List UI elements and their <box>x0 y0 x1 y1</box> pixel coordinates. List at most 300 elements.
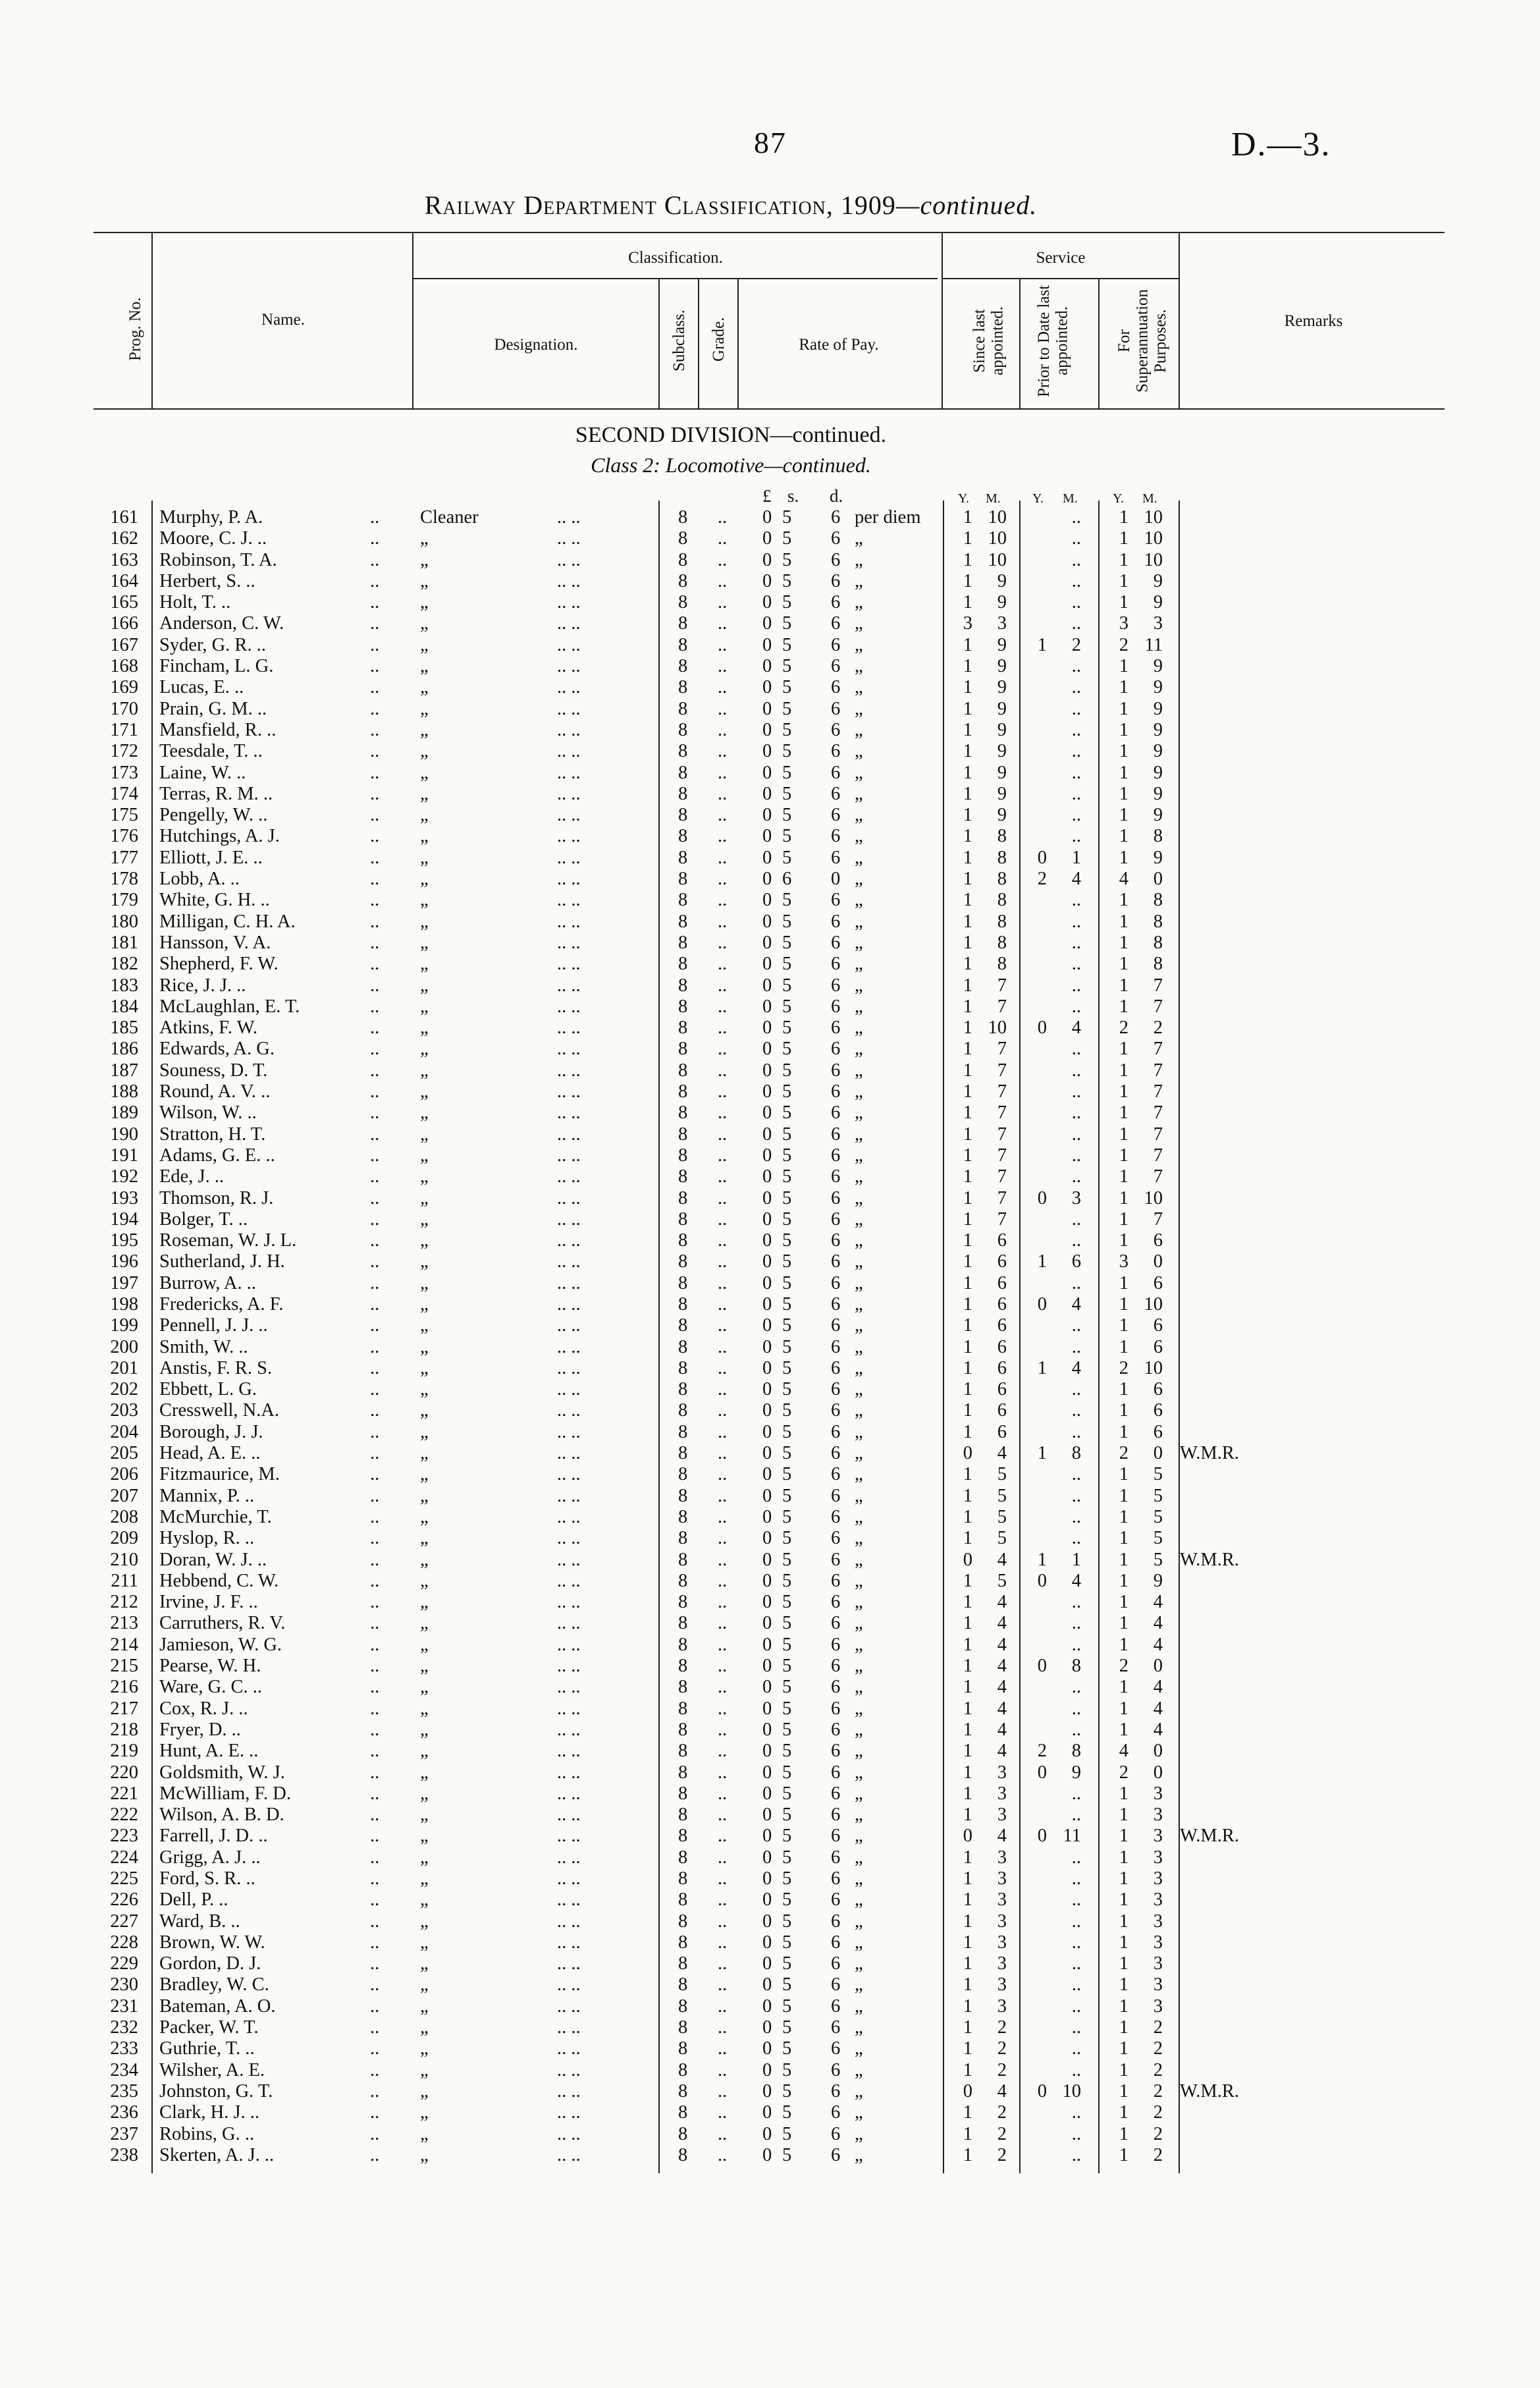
super-months-cell: 7 <box>1153 1039 1163 1060</box>
since-years-cell: 1 <box>963 2059 972 2080</box>
since-years-cell: 1 <box>963 2038 972 2059</box>
prog-no-cell: 228 <box>110 1932 138 1953</box>
pay-pounds-cell: 0 <box>762 1060 772 1081</box>
name-cell: Milligan, C. H. A. <box>159 911 296 932</box>
pay-pence-cell: 6 <box>831 954 841 975</box>
pay-shillings-cell: 5 <box>782 996 792 1017</box>
super-years-cell: 1 <box>1119 1549 1128 1570</box>
subclass-cell: 8 <box>678 507 688 528</box>
pay-pounds-cell: 0 <box>762 1995 772 2017</box>
prog-no-cell: 164 <box>110 570 138 591</box>
pay-pounds-cell: 0 <box>762 1592 772 1613</box>
super-years-cell: 1 <box>1119 1272 1128 1293</box>
pay-pence-cell: 6 <box>831 805 841 826</box>
pay-pence-cell: 6 <box>831 2123 841 2144</box>
since-years-cell: 1 <box>963 570 972 591</box>
service-underline <box>943 278 1179 279</box>
pay-pounds-cell: 0 <box>762 2080 772 2102</box>
subclass-cell: 8 <box>678 1443 688 1464</box>
name-cell: Goldsmith, W. J. <box>159 1762 285 1783</box>
prog-no-cell: 194 <box>110 1208 138 1230</box>
leader-dots: .. .. <box>557 592 581 613</box>
since-months-cell: 6 <box>997 1315 1007 1336</box>
since-months-cell: 7 <box>997 1166 1007 1187</box>
pay-period-cell: „ <box>855 698 863 719</box>
super-years-cell: 1 <box>1119 1187 1128 1208</box>
since-months-cell: 9 <box>997 592 1007 613</box>
pay-pounds-cell: 0 <box>762 932 772 953</box>
table-row <box>0 1911 1540 1932</box>
pay-pence-cell: 6 <box>831 1953 841 1974</box>
unit-shillings: s. <box>787 486 799 506</box>
pay-period-cell: „ <box>855 528 863 549</box>
prior-years-cell: 1 <box>1037 634 1047 655</box>
pay-shillings-cell: 5 <box>782 1911 792 1932</box>
designation-cell: „ <box>420 1570 429 1591</box>
pay-pence-cell: 6 <box>831 1506 841 1527</box>
subclass-cell: 8 <box>678 1613 688 1634</box>
since-months-cell: 4 <box>997 1741 1007 1762</box>
since-years-cell: 1 <box>963 634 972 655</box>
subclass-cell: 8 <box>678 1634 688 1655</box>
pay-shillings-cell: 5 <box>782 1060 792 1081</box>
prior-months-cell: .. <box>1071 1102 1081 1124</box>
pay-pounds-cell: 0 <box>762 1018 772 1039</box>
subclass-cell: 8 <box>678 1124 688 1145</box>
leader-dots: .. .. <box>557 911 581 932</box>
pay-pence-cell: 6 <box>831 1336 841 1357</box>
leader-dots: .. .. <box>557 2102 581 2123</box>
table-row <box>0 1422 1540 1443</box>
designation-cell: „ <box>420 1060 429 1081</box>
subclass-cell: 8 <box>678 890 688 911</box>
pay-pounds-cell: 0 <box>762 2038 772 2059</box>
since-years-cell: 1 <box>963 1805 972 1826</box>
prog-no-cell: 223 <box>110 1826 138 1847</box>
leader-dots: .. <box>370 1826 380 1847</box>
name-cell: Gordon, D. J. <box>159 1953 261 1974</box>
designation-cell: „ <box>420 1506 429 1527</box>
name-cell: Elliott, J. E. .. <box>159 847 263 868</box>
leader-dots: .. <box>718 1953 728 1974</box>
pay-period-cell: „ <box>855 1592 863 1613</box>
leader-dots: .. <box>718 1187 728 1208</box>
prior-years-cell: 0 <box>1037 847 1047 868</box>
since-months-cell: 8 <box>997 869 1007 890</box>
pay-shillings-cell: 5 <box>782 549 792 570</box>
pay-pounds-cell: 0 <box>762 826 772 847</box>
pay-pounds-cell: 0 <box>762 847 772 868</box>
prog-no-cell: 202 <box>110 1379 138 1400</box>
pay-pence-cell: 6 <box>831 1762 841 1783</box>
table-row <box>0 1273 1540 1294</box>
pay-shillings-cell: 5 <box>782 2144 792 2165</box>
leader-dots: .. <box>718 1124 728 1145</box>
subclass-cell: 8 <box>678 592 688 613</box>
prog-no-cell: 167 <box>110 634 138 655</box>
designation-cell: „ <box>420 592 429 613</box>
prior-months-cell: .. <box>1071 954 1081 975</box>
pay-period-cell: „ <box>855 975 863 996</box>
name-cell: Mansfield, R. .. <box>159 719 277 740</box>
leader-dots: .. <box>718 1230 728 1251</box>
unit-month: M. <box>986 491 1001 506</box>
super-months-cell: 3 <box>1153 1932 1163 1953</box>
pay-shillings-cell: 5 <box>782 1421 792 1442</box>
designation-cell: „ <box>420 1868 429 1889</box>
since-months-cell: 7 <box>997 1208 1007 1230</box>
prior-months-cell: 6 <box>1071 1251 1081 1272</box>
pay-pence-cell: 6 <box>831 2144 841 2165</box>
super-years-cell: 1 <box>1119 1421 1128 1442</box>
super-years-cell: 1 <box>1119 1613 1128 1634</box>
super-months-cell: 7 <box>1153 1208 1163 1230</box>
header-remarks: Remarks <box>1284 312 1343 330</box>
leader-dots: .. .. <box>557 1293 581 1315</box>
leader-dots: .. <box>718 996 728 1017</box>
subclass-cell: 8 <box>678 911 688 932</box>
super-months-cell: 8 <box>1153 911 1163 932</box>
pay-shillings-cell: 5 <box>782 1868 792 1889</box>
super-months-cell: 9 <box>1153 698 1163 719</box>
leader-dots: .. <box>718 1485 728 1506</box>
name-cell: Terras, R. M. .. <box>159 783 273 804</box>
pay-pence-cell: 6 <box>831 1805 841 1826</box>
leader-dots: .. <box>718 1357 728 1378</box>
name-cell: Thomson, R. J. <box>159 1187 274 1208</box>
super-years-cell: 2 <box>1119 1018 1128 1039</box>
prog-no-cell: 199 <box>110 1315 138 1336</box>
since-months-cell: 3 <box>997 1953 1007 1974</box>
since-years-cell: 1 <box>963 1911 972 1932</box>
prior-months-cell: .. <box>1071 1506 1081 1527</box>
prior-years-cell: 1 <box>1037 1357 1047 1378</box>
since-years-cell: 1 <box>963 698 972 719</box>
prior-months-cell: 4 <box>1071 1570 1081 1591</box>
since-years-cell: 1 <box>963 1336 972 1357</box>
pay-pounds-cell: 0 <box>762 1443 772 1464</box>
leader-dots: .. <box>718 1889 728 1911</box>
pay-period-cell: „ <box>855 1528 863 1549</box>
pay-pounds-cell: 0 <box>762 613 772 634</box>
subclass-cell: 8 <box>678 570 688 591</box>
leader-dots: .. <box>718 1528 728 1549</box>
pay-period-cell: „ <box>855 1421 863 1442</box>
subclass-cell: 8 <box>678 1847 688 1868</box>
super-months-cell: 8 <box>1153 890 1163 911</box>
pay-pence-cell: 6 <box>831 975 841 996</box>
leader-dots: .. <box>370 1698 380 1719</box>
prior-months-cell: .. <box>1071 549 1081 570</box>
since-months-cell: 8 <box>997 911 1007 932</box>
prior-months-cell: .. <box>1071 741 1081 762</box>
table-row <box>0 1847 1540 1868</box>
leader-dots: .. <box>718 783 728 804</box>
pay-period-cell: „ <box>855 1762 863 1783</box>
table-row <box>0 1826 1540 1847</box>
pay-shillings-cell: 5 <box>782 1485 792 1506</box>
leader-dots: .. .. <box>557 1570 581 1591</box>
pay-pounds-cell: 0 <box>762 1187 772 1208</box>
name-cell: Grigg, A. J. .. <box>159 1847 261 1868</box>
super-years-cell: 1 <box>1119 1719 1128 1740</box>
leader-dots: .. <box>370 2123 380 2144</box>
designation-cell: „ <box>420 1443 429 1464</box>
name-cell: Smith, W. .. <box>159 1336 248 1357</box>
leader-dots: .. .. <box>557 1124 581 1145</box>
leader-dots: .. <box>370 1911 380 1932</box>
subclass-cell: 8 <box>678 1528 688 1549</box>
leader-dots: .. <box>370 507 380 528</box>
pay-pence-cell: 6 <box>831 1826 841 1847</box>
subclass-cell: 8 <box>678 1974 688 1995</box>
pay-pounds-cell: 0 <box>762 1570 772 1591</box>
header-divider <box>1179 232 1180 410</box>
leader-dots: .. <box>718 1464 728 1485</box>
leader-dots: .. <box>718 656 728 677</box>
super-years-cell: 2 <box>1119 1656 1128 1677</box>
prior-months-cell: 4 <box>1071 1357 1081 1378</box>
since-years-cell: 1 <box>963 1293 972 1315</box>
super-months-cell: 3 <box>1153 1868 1163 1889</box>
pay-pounds-cell: 0 <box>762 1847 772 1868</box>
name-cell: Bradley, W. C. <box>159 1974 269 1995</box>
leader-dots: .. <box>718 1293 728 1315</box>
subclass-cell: 8 <box>678 1357 688 1378</box>
pay-pence-cell: 6 <box>831 1400 841 1421</box>
since-months-cell: 3 <box>997 1805 1007 1826</box>
since-months-cell: 6 <box>997 1421 1007 1442</box>
remarks-cell: W.M.R. <box>1180 1826 1240 1847</box>
pay-shillings-cell: 5 <box>782 1528 792 1549</box>
since-months-cell: 9 <box>997 741 1007 762</box>
prior-months-cell: .. <box>1071 1272 1081 1293</box>
super-months-cell: 5 <box>1153 1528 1163 1549</box>
prior-months-cell: .. <box>1071 890 1081 911</box>
prog-no-cell: 232 <box>110 2017 138 2038</box>
table-row <box>0 2124 1540 2145</box>
table-row <box>0 741 1540 762</box>
designation-cell: „ <box>420 528 429 549</box>
prior-months-cell: .. <box>1071 1379 1081 1400</box>
table-row <box>0 1762 1540 1783</box>
super-months-cell: 5 <box>1153 1464 1163 1485</box>
leader-dots: .. <box>370 826 380 847</box>
prior-months-cell: .. <box>1071 1719 1081 1740</box>
pay-pence-cell: 6 <box>831 1443 841 1464</box>
table-row <box>0 1889 1540 1911</box>
pay-pounds-cell: 0 <box>762 1783 772 1804</box>
prior-years-cell: 0 <box>1037 1826 1047 1847</box>
header-top-rule <box>93 232 1445 233</box>
prog-no-cell: 206 <box>110 1464 138 1485</box>
pay-pounds-cell: 0 <box>762 1166 772 1187</box>
leader-dots: .. <box>370 975 380 996</box>
page-number: 87 <box>754 126 787 159</box>
pay-shillings-cell: 5 <box>782 1995 792 2017</box>
prior-months-cell: .. <box>1071 2123 1081 2144</box>
pay-shillings-cell: 5 <box>782 613 792 634</box>
header-prog-no: Prog. No. <box>126 297 144 362</box>
pay-period-cell: „ <box>855 762 863 783</box>
designation-cell: „ <box>420 1911 429 1932</box>
pay-pence-cell: 6 <box>831 1081 841 1102</box>
prog-no-cell: 198 <box>110 1293 138 1315</box>
super-years-cell: 1 <box>1119 1805 1128 1826</box>
leader-dots: .. <box>718 1336 728 1357</box>
table-row <box>0 1018 1540 1039</box>
prior-months-cell: .. <box>1071 613 1081 634</box>
designation-cell: „ <box>420 932 429 953</box>
pay-pence-cell: 6 <box>831 1995 841 2017</box>
division-heading: SECOND DIVISION—continued. <box>575 423 887 447</box>
super-years-cell: 1 <box>1119 1953 1128 1974</box>
subclass-cell: 8 <box>678 1741 688 1762</box>
super-months-cell: 9 <box>1153 741 1163 762</box>
pay-pence-cell: 6 <box>831 2102 841 2123</box>
leader-dots: .. .. <box>557 1719 581 1740</box>
super-months-cell: 10 <box>1144 1357 1163 1378</box>
since-years-cell: 1 <box>963 1485 972 1506</box>
table-row <box>0 848 1540 869</box>
since-years-cell: 1 <box>963 1272 972 1293</box>
subclass-cell: 8 <box>678 1421 688 1442</box>
leader-dots: .. <box>718 1570 728 1591</box>
leader-dots: .. <box>718 1677 728 1698</box>
pay-pence-cell: 6 <box>831 1421 841 1442</box>
prior-months-cell: .. <box>1071 1911 1081 1932</box>
prior-months-cell: .. <box>1071 1081 1081 1102</box>
since-months-cell: 3 <box>997 613 1007 634</box>
pay-pounds-cell: 0 <box>762 1805 772 1826</box>
pay-pounds-cell: 0 <box>762 996 772 1017</box>
prior-months-cell: .. <box>1071 2017 1081 2038</box>
pay-pence-cell: 6 <box>831 2080 841 2102</box>
prog-no-cell: 179 <box>110 890 138 911</box>
since-years-cell: 1 <box>963 1613 972 1634</box>
pay-shillings-cell: 5 <box>782 1379 792 1400</box>
since-years-cell: 1 <box>963 2017 972 2038</box>
leader-dots: .. .. <box>557 1230 581 1251</box>
pay-pence-cell: 6 <box>831 549 841 570</box>
designation-cell: „ <box>420 1379 429 1400</box>
leader-dots: .. .. <box>557 890 581 911</box>
table-row <box>0 1315 1540 1336</box>
prior-months-cell: .. <box>1071 826 1081 847</box>
since-years-cell: 1 <box>963 1400 972 1421</box>
pay-pence-cell: 6 <box>831 613 841 634</box>
prog-no-cell: 236 <box>110 2102 138 2123</box>
prior-years-cell: 2 <box>1037 1741 1047 1762</box>
staff-table-body <box>0 507 1540 2166</box>
leader-dots: .. .. <box>557 528 581 549</box>
name-cell: Head, A. E. .. <box>159 1443 261 1464</box>
since-months-cell: 6 <box>997 1379 1007 1400</box>
since-years-cell: 1 <box>963 677 972 698</box>
super-months-cell: 3 <box>1153 1826 1163 1847</box>
leader-dots: .. .. <box>557 1081 581 1102</box>
name-cell: Souness, D. T. <box>159 1060 268 1081</box>
leader-dots: .. <box>718 1656 728 1677</box>
prog-no-cell: 189 <box>110 1102 138 1124</box>
prog-no-cell: 230 <box>110 1974 138 1995</box>
pay-pence-cell: 6 <box>831 1293 841 1315</box>
since-months-cell: 3 <box>997 1762 1007 1783</box>
prior-years-cell: 0 <box>1037 1187 1047 1208</box>
designation-cell: „ <box>420 1485 429 1506</box>
designation-cell: „ <box>420 1272 429 1293</box>
table-row <box>0 1145 1540 1166</box>
pay-pounds-cell: 0 <box>762 592 772 613</box>
table-row <box>0 1613 1540 1634</box>
subclass-cell: 8 <box>678 1145 688 1166</box>
pay-pounds-cell: 0 <box>762 2123 772 2144</box>
leader-dots: .. .. <box>557 507 581 528</box>
table-row <box>0 1783 1540 1805</box>
super-months-cell: 9 <box>1153 570 1163 591</box>
table-row <box>0 2017 1540 2038</box>
table-row <box>0 2081 1540 2102</box>
designation-cell: „ <box>420 1018 429 1039</box>
leader-dots: .. <box>718 1868 728 1889</box>
pay-shillings-cell: 5 <box>782 698 792 719</box>
pay-shillings-cell: 5 <box>782 1656 792 1677</box>
table-row <box>0 784 1540 805</box>
leader-dots: .. <box>370 1528 380 1549</box>
leader-dots: .. <box>370 1995 380 2017</box>
prior-months-cell: .. <box>1071 2059 1081 2080</box>
pay-period-cell: „ <box>855 805 863 826</box>
name-cell: Carruthers, R. V. <box>159 1613 286 1634</box>
super-months-cell: 6 <box>1153 1379 1163 1400</box>
leader-dots: .. <box>718 1506 728 1527</box>
pay-period-cell: „ <box>855 1018 863 1039</box>
prior-months-cell: 10 <box>1062 2080 1081 2102</box>
super-years-cell: 1 <box>1119 1634 1128 1655</box>
pay-pence-cell: 6 <box>831 911 841 932</box>
name-cell: Johnston, G. T. <box>159 2080 273 2102</box>
super-years-cell: 1 <box>1119 528 1128 549</box>
table-row <box>0 1571 1540 1592</box>
pay-shillings-cell: 5 <box>782 1166 792 1187</box>
pay-pounds-cell: 0 <box>762 1698 772 1719</box>
pay-pence-cell: 6 <box>831 1060 841 1081</box>
designation-cell: „ <box>420 1315 429 1336</box>
header-divider <box>1098 278 1100 410</box>
pay-pence-cell: 6 <box>831 1719 841 1740</box>
leader-dots: .. .. <box>557 1995 581 2017</box>
leader-dots: .. <box>718 549 728 570</box>
pay-pounds-cell: 0 <box>762 783 772 804</box>
leader-dots: .. <box>718 1039 728 1060</box>
name-cell: Burrow, A. .. <box>159 1272 256 1293</box>
header-divider <box>658 278 660 410</box>
leader-dots: .. <box>370 1124 380 1145</box>
name-cell: Bateman, A. O. <box>159 1995 276 2017</box>
super-years-cell: 1 <box>1119 1208 1128 1230</box>
leader-dots: .. <box>718 1805 728 1826</box>
pay-shillings-cell: 5 <box>782 1124 792 1145</box>
title-continued: —continued. <box>895 190 1038 220</box>
prior-months-cell: .. <box>1071 1805 1081 1826</box>
pay-pounds-cell: 0 <box>762 1889 772 1911</box>
designation-cell: „ <box>420 1889 429 1911</box>
super-years-cell: 1 <box>1119 847 1128 868</box>
since-years-cell: 1 <box>963 805 972 826</box>
since-years-cell: 1 <box>963 1634 972 1655</box>
pay-period-cell: „ <box>855 2102 863 2123</box>
pay-pence-cell: 6 <box>831 1124 841 1145</box>
